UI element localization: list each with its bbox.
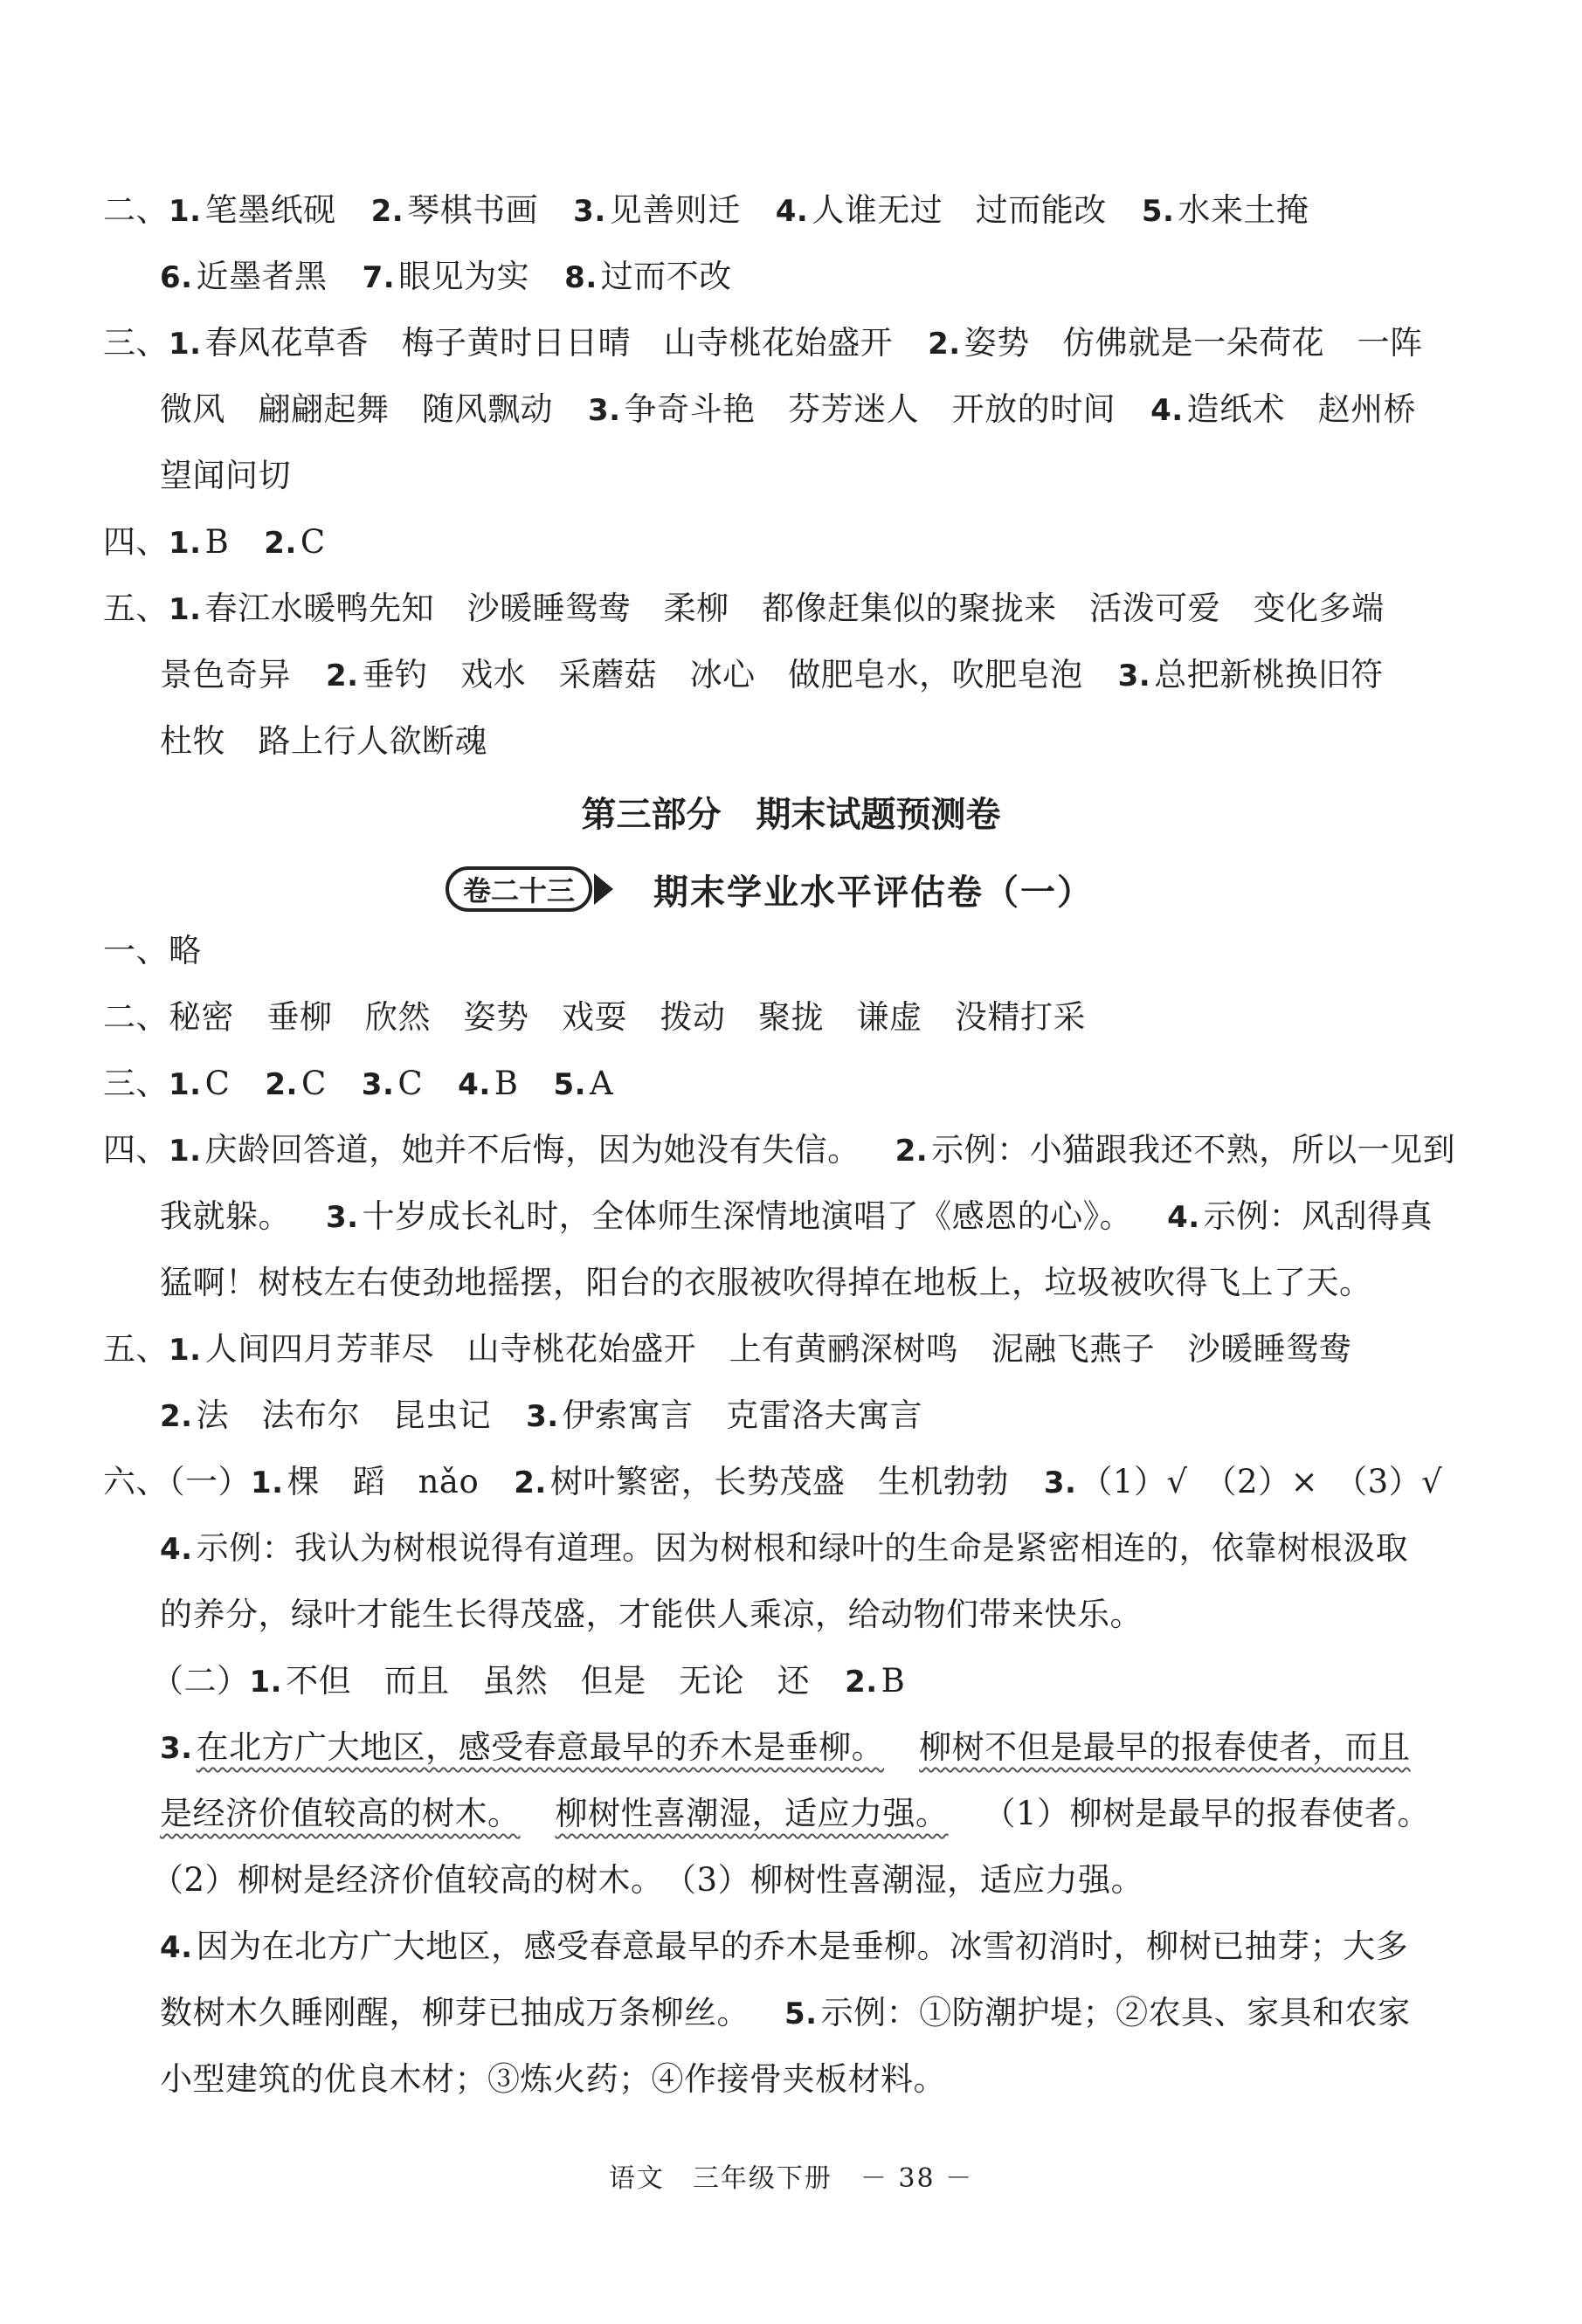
- wavy-underlined-text: 柳树性喜潮湿，适应力强。: [555, 1795, 949, 1832]
- section-heading: 二、: [103, 191, 169, 229]
- section-heading: 四、: [103, 523, 169, 561]
- q6-p2-line-1: （二）1. 不但 而且 虽然 但是 无论 还 2. B: [151, 1662, 906, 1700]
- q6-p2-line-3: 是经济价值较高的树木。 柳树性喜潮湿，适应力强。 （1）柳树是最早的报春使者。: [160, 1795, 1431, 1832]
- q6-p2-line-2: 3. 在北方广大地区，感受春意最早的乔木是垂柳。 柳树不但是最早的报春使者，而且: [160, 1728, 1411, 1766]
- q3-line: 三、1. C 2. C 3. C 4. B 5. A: [103, 1065, 614, 1102]
- s2-line-1: 二、1. 笔墨纸砚 2. 琴棋书画 3. 见善则迁 4. 人谁无过 过而能改 5. 水来土掩: [103, 191, 1309, 229]
- s5-line-3: 杜牧 路上行人欲断魂: [160, 722, 487, 760]
- section-heading: 三、: [103, 324, 169, 362]
- q6-p2-line-7: 小型建筑的优良木材；③炼火药；④作接骨夹板材料。: [160, 2060, 946, 2098]
- wavy-underlined-text: 是经济价值较高的树木。: [160, 1795, 521, 1832]
- s3-line-2: 微风 翩翩起舞 随风飘动 3. 争奇斗艳 芬芳迷人 开放的时间 4. 造纸术 赵州桥: [160, 390, 1417, 428]
- tag-arrow-icon: [594, 873, 613, 905]
- q2-line: 二、秘密 垂柳 欣然 姿势 戏耍 拨动 聚拢 谦虚 没精打采: [103, 998, 1086, 1036]
- section-heading: 五、: [103, 1330, 169, 1368]
- q6-line-3: 的养分，绿叶才能生长得茂盛，才能供人乘凉，给动物们带来快乐。: [160, 1596, 1143, 1633]
- q6-line-1: 六、（一）1. 棵 蹈 nǎo 2. 树叶繁密，长势茂盛 生机勃勃 3. （1）√ （2）× （3）√: [103, 1463, 1443, 1500]
- part-title: 第三部分 期末试题预测卷: [581, 795, 1001, 835]
- section-heading: 五、: [103, 590, 169, 627]
- exam-title: 期末学业水平评估卷（一）: [653, 872, 1095, 913]
- wavy-underlined-text: 柳树不但是最早的报春使者，而且: [919, 1728, 1411, 1766]
- q6-p2-line-6: 数树木久睡刚醒，柳芽已抽成万条柳丝。 5. 示例：①防潮护堤；②农具、家具和农家: [160, 1994, 1411, 2031]
- s3-line-1: 三、1. 春风花草香 梅子黄时日日晴 山寺桃花始盛开 2. 姿势 仿佛就是一朵荷花 一阵: [103, 324, 1423, 362]
- s3-line-3: 望闻问切: [160, 457, 291, 494]
- q4-line-3: 猛啊！树枝左右使劲地摇摆，阳台的衣服被吹得掉在地板上，垃圾被吹得飞上了天。: [160, 1264, 1372, 1301]
- wavy-underlined-text: 在北方广大地区，感受春意最早的乔木是垂柳。: [196, 1728, 885, 1766]
- section-heading: 六、: [103, 1463, 169, 1500]
- s5-line-2: 景色奇异 2. 垂钓 戏水 采蘑菇 冰心 做肥皂水，吹肥皂泡 3. 总把新桃换旧符: [160, 656, 1384, 693]
- s2-line-2: 6. 近墨者黑 7. 眼见为实 8. 过而不改: [160, 258, 732, 295]
- section-heading: 一、: [103, 932, 169, 969]
- s4-line-1: 四、1. B 2. C: [103, 523, 326, 561]
- section-heading: 四、: [103, 1131, 169, 1169]
- q6-p2-line-5: 4. 因为在北方广大地区，感受春意最早的乔木是垂柳。冰雪初消时，柳树已抽芽；大多: [160, 1927, 1409, 1965]
- exam-header: [446, 856, 1094, 922]
- q5-line-2: 2. 法 法布尔 昆虫记 3. 伊索寓言 克雷洛夫寓言: [160, 1396, 923, 1434]
- q5-line-1: 五、1. 人间四月芳菲尽 山寺桃花始盛开 上有黄鹂深树鸣 泥融飞燕子 沙暖睡鸳鸯: [103, 1330, 1352, 1368]
- q4-line-1: 四、1. 庆龄回答道，她并不后悔，因为她没有失信。 2. 示例：小猫跟我还不熟，所以一见到: [103, 1131, 1456, 1169]
- q6-line-2: 4. 示例：我认为树根说得有道理。因为树根和绿叶的生命是紧密相连的，依靠树根汲取: [160, 1529, 1409, 1567]
- section-heading: 二、: [103, 998, 169, 1036]
- section-heading: 三、: [103, 1065, 169, 1102]
- exam-number-tag: 卷二十三: [446, 866, 592, 912]
- page-footer: 语文 三年级下册 － 38 －: [608, 2163, 974, 2194]
- q6-p2-line-4: （2）柳树是经济价值较高的树木。 （3）柳树性喜潮湿，适应力强。: [151, 1861, 1144, 1899]
- s5-line-1: 五、1. 春江水暖鸭先知 沙暖睡鸳鸯 柔柳 都像赶集似的聚拢来 活泼可爱 变化多端: [103, 590, 1385, 627]
- q4-line-2: 我就躲。 3. 十岁成长礼时，全体师生深情地演唱了《感恩的心》。 4. 示例：风刮得真: [160, 1197, 1433, 1235]
- q1-line: 一、略: [103, 932, 202, 969]
